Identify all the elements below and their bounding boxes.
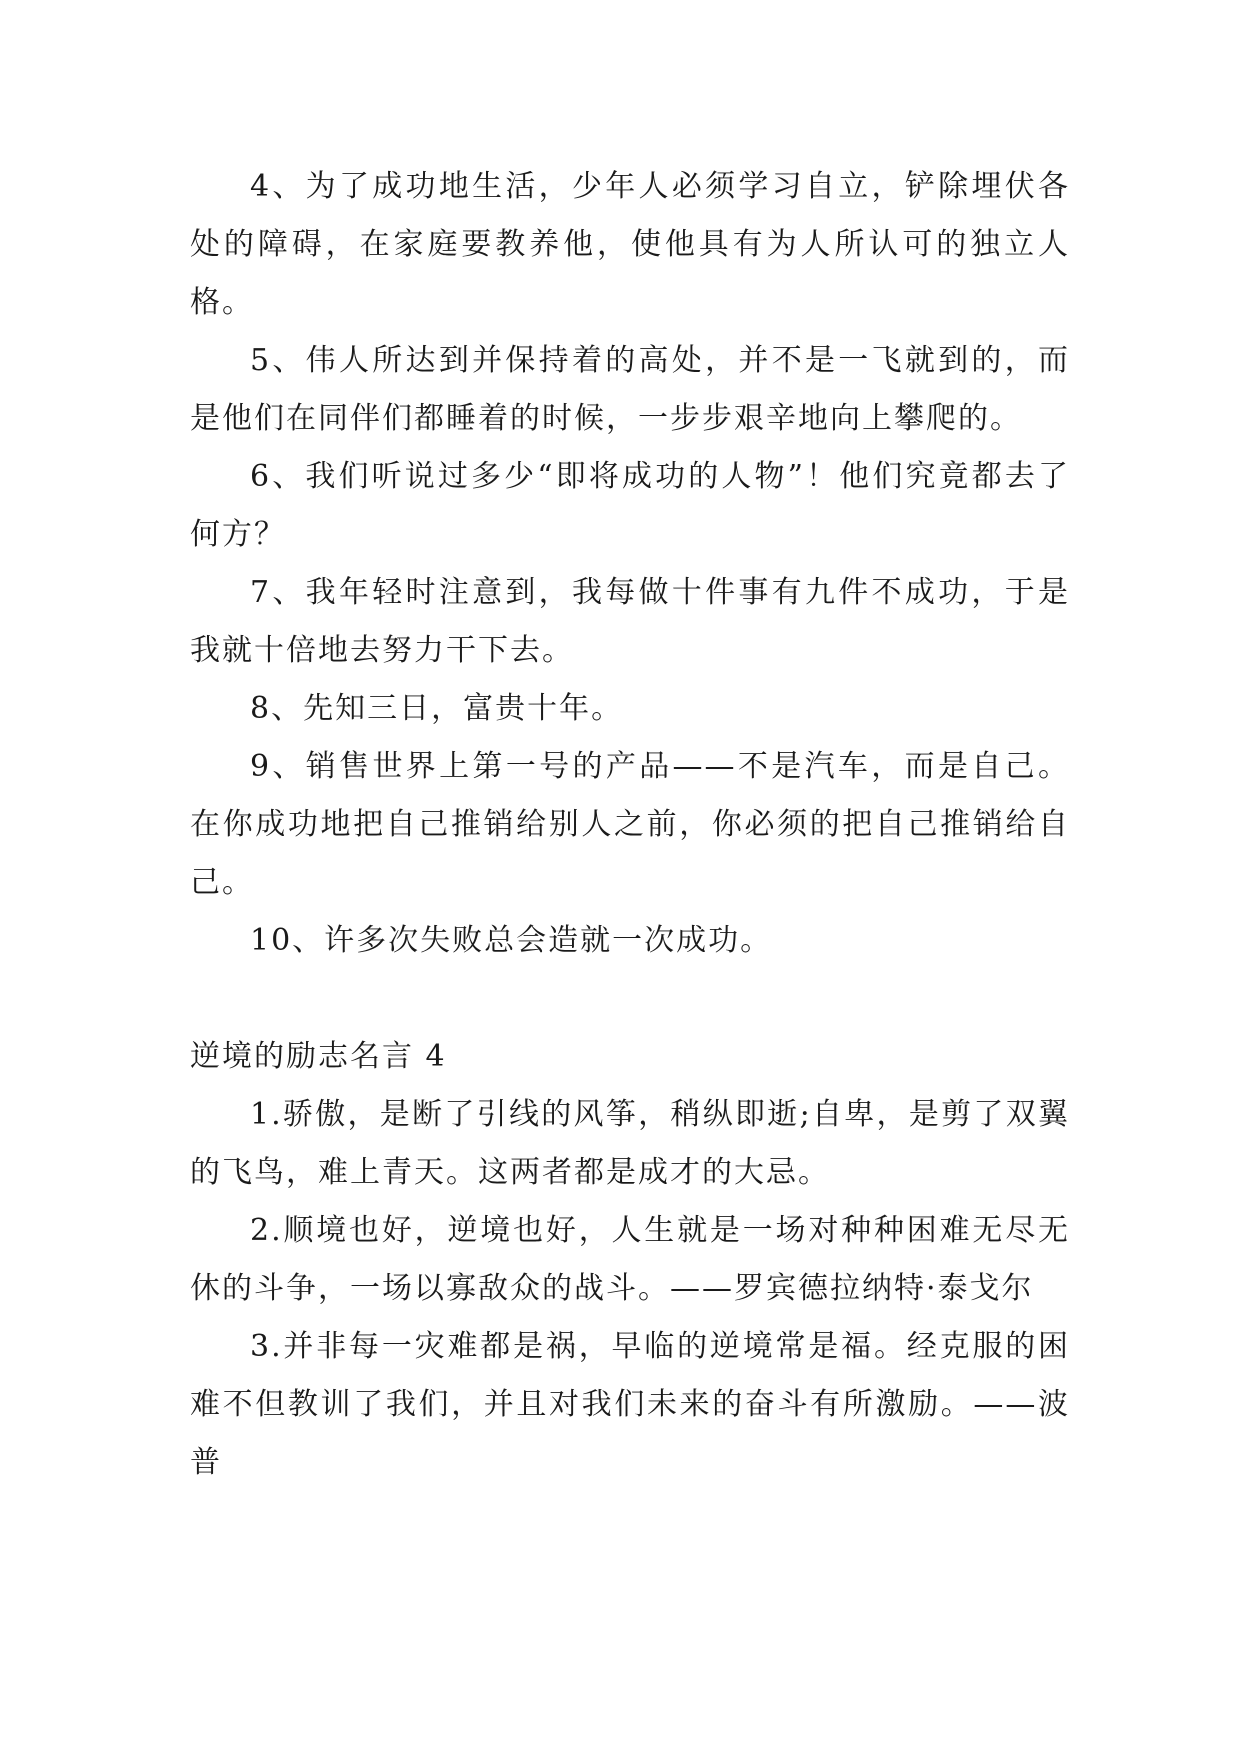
quote-paragraph: 5、伟人所达到并保持着的高处，并不是一飞就到的，而是他们在同伴们都睡着的时候，一步步艰辛地向上攀爬的。 <box>190 343 1070 436</box>
quote-paragraph: 4、为了成功地生活，少年人必须学习自立，铲除埋伏各处的障碍，在家庭要教养他，使他具有为人所认可的独立人格。 <box>190 169 1070 320</box>
section-heading: 逆境的励志名言 4 <box>190 1039 447 1074</box>
quote-paragraph: 10、许多次失败总会造就一次成功。 <box>250 923 773 958</box>
quote-paragraph: 1.骄傲，是断了引线的风筝，稍纵即逝;自卑，是剪了双翼的飞鸟，难上青天。这两者都是成才的大忌。 <box>190 1097 1070 1190</box>
quote-paragraph: 8、先知三日，富贵十年。 <box>250 691 624 726</box>
quote-paragraph: 7、我年轻时注意到，我每做十件事有九件不成功，于是我就十倍地去努力干下去。 <box>190 575 1070 668</box>
quote-paragraph: 9、销售世界上第一号的产品——不是汽车，而是自己。在你成功地把自己推销给别人之前，你必须的把自己推销给自己。 <box>190 749 1070 900</box>
document-page <box>190 158 1070 1492</box>
quote-paragraph: 3.并非每一灾难都是祸，早临的逆境常是福。经克服的困难不但教训了我们，并且对我们未来的奋斗有所激励。——波普 <box>190 1329 1070 1480</box>
quote-paragraph: 6、我们听说过多少“即将成功的人物”！他们究竟都去了何方？ <box>190 459 1070 552</box>
quote-paragraph: 2.顺境也好，逆境也好，人生就是一场对种种困难无尽无休的斗争，一场以寡敌众的战斗。——罗宾德拉纳特·泰戈尔 <box>190 1213 1070 1306</box>
